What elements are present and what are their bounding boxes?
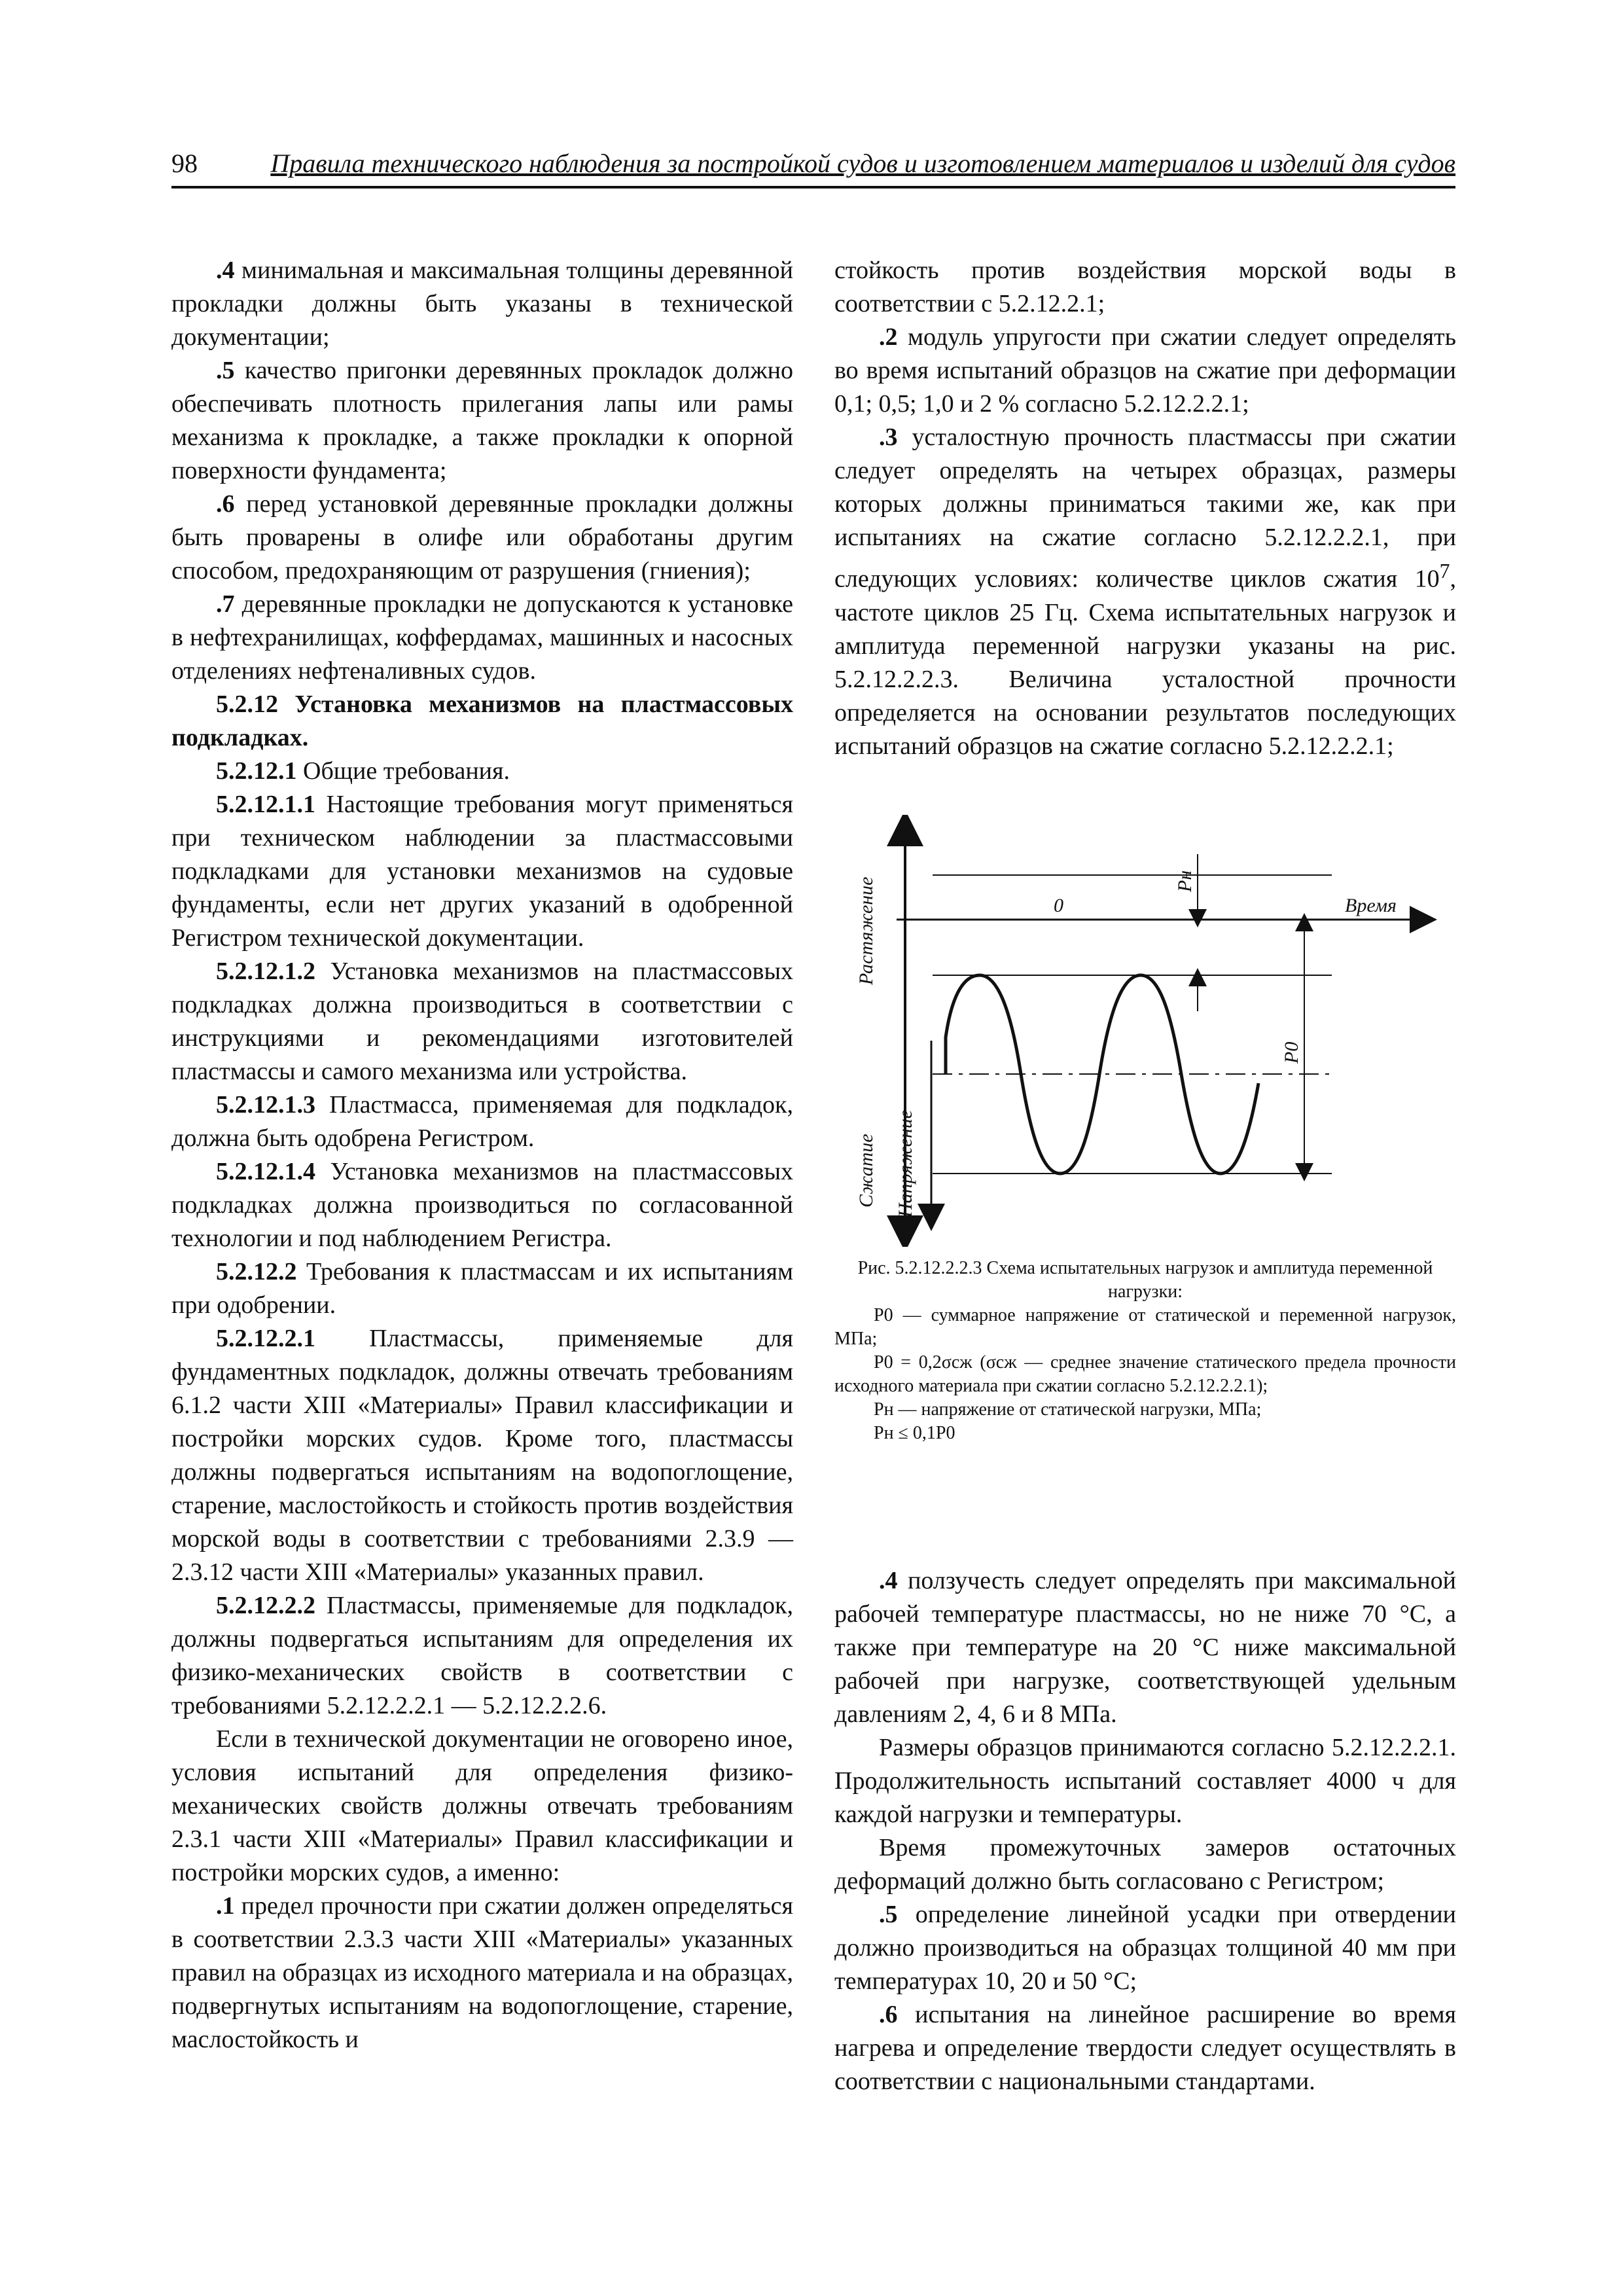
page-header — [171, 145, 1455, 188]
zero-label: 0 — [1054, 895, 1063, 916]
paragraph: 5.2.12.1.4 Установка механизмов на пластмассовых подкладках должна производиться по согласованной технологии и под наблюдением Регистра. — [171, 1158, 793, 1252]
page-number: 98 — [171, 149, 198, 178]
load-scheme-diagram — [834, 815, 1456, 1247]
right-column-bottom — [834, 1564, 1456, 2098]
paragraph: 5.2.12.2.1 Пластмассы, применяемые для фундаментных подкладок, должны отвечать требованиям 6.1.2 части XIII «Материалы» Правил классификации и постройки морских судов. Кроме того, пластмассы должны подвергаться испытаниям на водопоглощение, старение, маслостойкость и стойкость против воздействия морской воды в соответствии с требованиями 2.3.9 — 2.3.12 части XIII «Материалы» указанных правил. — [171, 1325, 793, 1586]
caption-line: Pн ≤ 0,1P0 — [874, 1423, 955, 1443]
paragraph: .3 усталостную прочность пластмассы при сжатии следует определять на четырех образцах, размеры которых должны приниматься такими же, как при испытаниях на сжатие согласно 5.2.12.2.2.1, при следующих условиях: количестве циклов сжатия $10^7$, частоте циклов 25 Гц. Схема испытательных нагрузок и амплитуда переменной нагрузки указаны на рис. 5.2.12.2.2.3. Величина усталостной прочности определяется на основании результатов последующих испытаний образцов на сжатие согласно 5.2.12.2.2.1; — [834, 423, 1456, 760]
p0-label: P0 — [1281, 1041, 1302, 1064]
right-column-top — [834, 254, 1456, 763]
paragraph: Размеры образцов принимаются согласно 5.2.12.2.2.1. Продолжительность испытаний составляет 4000 ч для каждой нагрузки и температуры. — [834, 1734, 1456, 1828]
caption-line: Pн — напряжение от статической нагрузки, МПа; — [874, 1399, 1262, 1420]
load-scheme-figure — [834, 815, 1456, 1247]
section-heading: 5.2.12 Установка механизмов на пластмассовых подкладках. — [171, 691, 793, 751]
load-sine-curve — [946, 975, 1258, 1174]
caption-line: P0 = 0,2σсж (σсж — среднее значение статического предела прочности исходного материала при сжатии согласно 5.2.12.2.2.1); — [834, 1352, 1456, 1396]
paragraph: Время промежуточных замеров остаточных деформаций должно быть согласовано с Регистром; — [834, 1834, 1456, 1895]
paragraph: 5.2.12.2.2 Пластмассы, применяемые для подкладок, должны подвергаться испытаниям для определения их физико-механических свойств в соответствии с требованиями 5.2.12.2.2.1 — 5.2.12.2.2.6. — [171, 1592, 793, 1719]
paragraph: 5.2.12.1.1 Настоящие требования могут применяться при техническом наблюдении за пластмассовыми подкладками для установки механизмов на судовые фундаменты, если нет других указаний в одобренной Регистром технической документации. — [171, 791, 793, 952]
paragraph: стойкость против воздействия морской воды в соответствии с 5.2.12.2.1; — [834, 257, 1456, 317]
paragraph: .2 модуль упругости при сжатии следует определять во время испытаний образцов на сжатие при деформации 0,1; 0,5; 1,0 и 2 % согласно 5.2.12.2.2.1; — [834, 323, 1456, 418]
caption-title: Рис. 5.2.12.2.2.3 Схема испытательных нагрузок и амплитуда переменной нагрузки: — [857, 1258, 1433, 1302]
paragraph: 5.2.12.2 Требования к пластмассам и их испытаниям при одобрении. — [171, 1258, 793, 1319]
time-label: Время — [1345, 895, 1397, 916]
paragraph: .7 деревянные прокладки не допускаются к установке в нефтехранилищах, коффердамах, машинных и насосных отделениях нефтеналивных судов. — [171, 590, 793, 685]
paragraph: .4 минимальная и максимальная толщины деревянной прокладки должны быть указаны в технической документации; — [171, 257, 793, 351]
tension-label: Растяжение — [855, 876, 877, 985]
paragraph: .6 испытания на линейное расширение во время нагрева и определение твердости следует осуществлять в соответствии с национальными стандартами. — [834, 2001, 1456, 2095]
paragraph: .1 предел прочности при сжатии должен определяться в соответствии 2.3.3 части XIII «Материалы» указанных правил на образцах из исходного материала и на образцах, подвергнутых испытаниям на водопоглощение, старение, маслостойкость и — [171, 1892, 793, 2053]
paragraph: Если в технической документации не оговорено иное, условия испытаний для определения физико-механических свойств должны отвечать требованиям 2.3.1 части XIII «Материалы» Правил классификации и постройки морских судов, а именно: — [171, 1725, 793, 1886]
paragraph: .5 качество пригонки деревянных прокладок должно обеспечивать плотность прилегания лапы или рамы механизма к прокладке, а также прокладки к опорной поверхности фундамента; — [171, 357, 793, 484]
paragraph: 5.2.12.1 Общие требования. — [216, 757, 510, 785]
paragraph: .4 ползучесть следует определять при максимальной рабочей температуре пластмассы, но не ниже 70 °С, а также при температуре на 20 °С ниже максимальной рабочей при нагрузке, соответствующей удельным давлениям 2, 4, 6 и 8 МПа. — [834, 1567, 1456, 1728]
running-title: Правила технического наблюдения за постройкой судов и изготовлением материалов и изделий для судов — [270, 149, 1455, 178]
stress-label: Напряжение — [895, 1109, 916, 1217]
pn-label: Pн — [1174, 870, 1196, 892]
figure-caption — [834, 1257, 1456, 1445]
caption-line: P0 — суммарное напряжение от статической и переменной нагрузок, МПа; — [834, 1305, 1456, 1349]
paragraph: 5.2.12.1.2 Установка механизмов на пластмассовых подкладках должна производиться в соответствии с инструкциями и рекомендациями изготовителей пластмассы и самого механизма или устройства. — [171, 958, 793, 1085]
paragraph: 5.2.12.1.3 Пластмасса, применяемая для подкладок, должна быть одобрена Регистром. — [171, 1091, 793, 1152]
left-column — [171, 254, 793, 2056]
paragraph: .5 определение линейной усадки при отвердении должно производиться на образцах толщиной 40 мм при температурах 10, 20 и 50 °С; — [834, 1901, 1456, 1995]
paragraph: .6 перед установкой деревянные прокладки должны быть проварены в олифе или обработаны другим способом, предохраняющим от разрушения (гниения); — [171, 490, 793, 584]
compression-label: Сжатие — [855, 1134, 877, 1208]
